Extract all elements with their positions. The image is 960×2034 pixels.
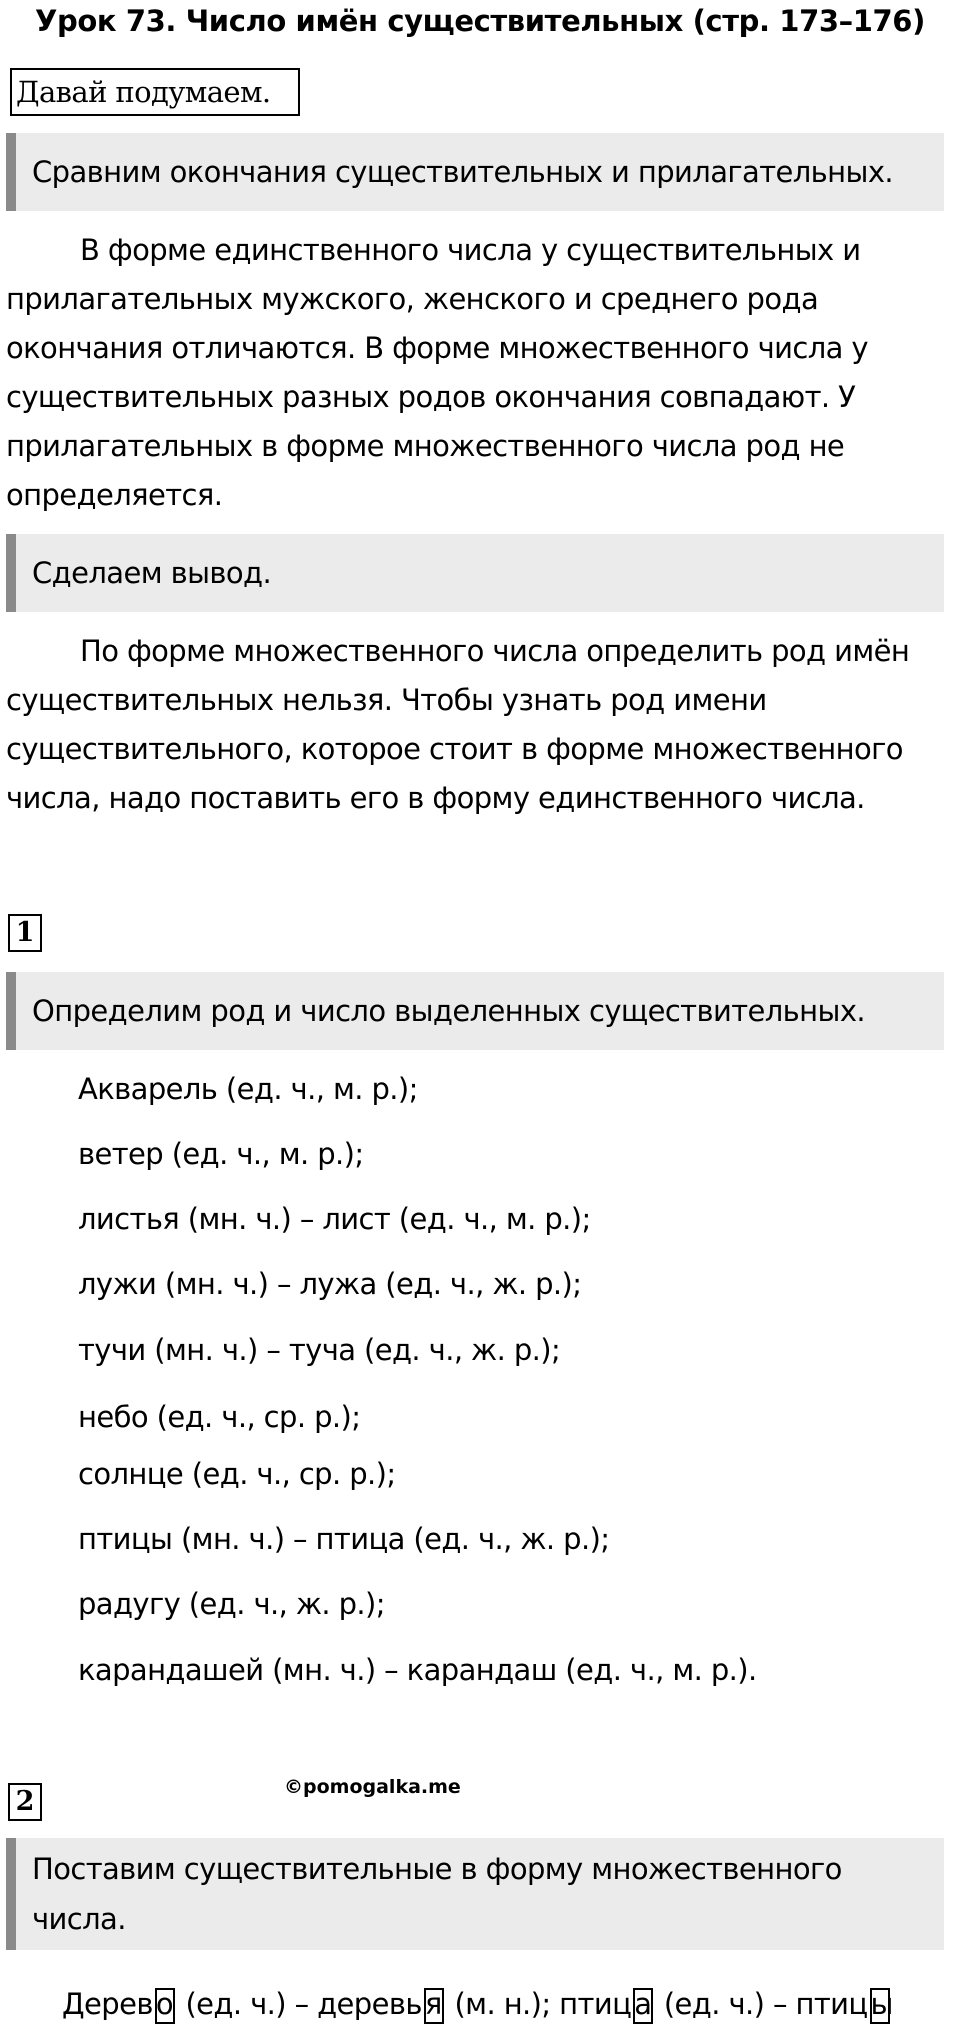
answer-item: карандашей (мн. ч.) – карандаш (ед. ч., м. р.). bbox=[78, 1653, 757, 1687]
ending-mark bbox=[633, 1988, 653, 2024]
compare-heading: Сравним окончания существительных и прилагательных. bbox=[6, 133, 944, 211]
word-stem: деревь bbox=[317, 1987, 422, 2021]
paragraph-line: существительных нельзя. Чтобы узнать род имени bbox=[6, 683, 767, 717]
answer-item: Акварель (ед. ч., м. р.); bbox=[78, 1072, 418, 1106]
paragraph-line: прилагательных в форме множественного числа род не bbox=[6, 429, 845, 463]
word-stem: Дерев bbox=[62, 1987, 153, 2021]
task2-example bbox=[62, 1982, 892, 2026]
paragraph-line: По форме множественного числа определить род имён bbox=[80, 634, 910, 668]
word-ending: я bbox=[424, 1987, 442, 2021]
answer-item: листья (мн. ч.) – лист (ед. ч., м. р.); bbox=[78, 1202, 591, 1236]
paragraph-line: прилагательных мужского, женского и среднего рода bbox=[6, 282, 819, 316]
word-stem: птиц bbox=[795, 1987, 868, 2021]
grammar-note: (ед. ч.) – bbox=[655, 1987, 796, 2021]
conclusion-paragraph bbox=[6, 627, 956, 823]
answer-item: ветер (ед. ч., м. р.); bbox=[78, 1137, 364, 1171]
answer-item: небо (ед. ч., ср. р.); bbox=[78, 1400, 361, 1434]
paragraph-line: существительного, которое стоит в форме множественного bbox=[6, 732, 903, 766]
conclusion-heading: Сделаем вывод. bbox=[6, 534, 944, 612]
watermark: ©pomogalka.me bbox=[284, 1776, 461, 1798]
task2-heading-line: Поставим существительные в форму множественного bbox=[32, 1852, 842, 1886]
answer-item: солнце (ед. ч., ср. р.); bbox=[78, 1457, 396, 1491]
ending-mark bbox=[424, 1988, 444, 2024]
task1-heading: Определим род и число выделенных существительных. bbox=[6, 972, 944, 1050]
answer-item: тучи (мн. ч.) – туча (ед. ч., ж. р.); bbox=[78, 1333, 561, 1367]
paragraph-line: окончания отличаются. В форме множественного числа у bbox=[6, 331, 868, 365]
grammar-note: (ед. ч.) – bbox=[176, 1987, 318, 2021]
word-ending: о bbox=[155, 1987, 173, 2021]
ending-mark bbox=[155, 1988, 175, 2024]
word-ending: а bbox=[634, 1987, 652, 2021]
paragraph-line: В форме единственного числа у существительных и bbox=[80, 233, 861, 267]
word-stem: птиц bbox=[559, 1987, 632, 2021]
grammar-note: (м. н.); bbox=[445, 1987, 560, 2021]
task2-heading-line: числа. bbox=[32, 1902, 126, 1936]
paragraph-line: числа, надо поставить его в форму единственного числа. bbox=[6, 781, 865, 815]
answer-item: радугу (ед. ч., ж. р.); bbox=[78, 1587, 385, 1621]
paragraph-line: определяется. bbox=[6, 478, 223, 512]
paragraph-line: существительных разных родов окончания совпадают. У bbox=[6, 380, 856, 414]
page-title: Урок 73. Число имён существительных (стр. 173–176) bbox=[35, 4, 925, 38]
think-label-box: Давай подумаем. bbox=[10, 68, 300, 116]
word-ending: ы bbox=[870, 1987, 893, 2021]
answer-item: лужи (мн. ч.) – лужа (ед. ч., ж. р.); bbox=[78, 1267, 582, 1301]
compare-paragraph bbox=[6, 226, 956, 520]
task-number-2: 2 bbox=[8, 1783, 42, 1821]
ending-mark bbox=[870, 1987, 893, 2024]
task-number-1: 1 bbox=[8, 914, 42, 952]
answer-item: птицы (мн. ч.) – птица (ед. ч., ж. р.); bbox=[78, 1522, 610, 1556]
task2-heading bbox=[6, 1838, 944, 1950]
